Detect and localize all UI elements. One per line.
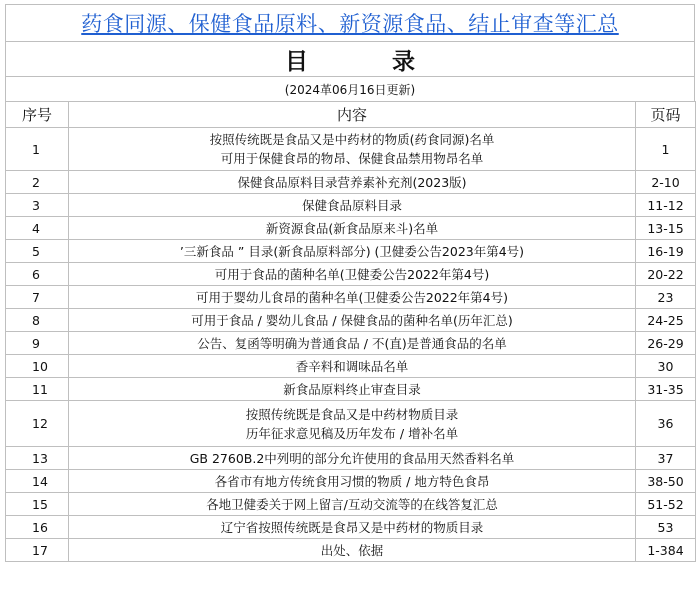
row-page: 16-19 [636,240,696,263]
row-content [69,516,636,539]
row-page: 38-50 [636,470,696,493]
row-page: 51-52 [636,493,696,516]
row-content-line: GB 2760B.2中列明的部分允许使用的食品用天然香料名单 [189,450,515,466]
catalog-table [5,101,696,562]
row-content-line: 香辛料和调味品名单 [295,358,409,374]
row-content [69,378,636,401]
table-row [6,493,696,516]
row-content [69,128,636,171]
table-row [6,263,696,286]
row-content-line: 公告、复函等明确为普通食品 / 不(直)是普通食品的名单 [197,335,507,351]
row-content [69,539,636,562]
document-title[interactable]: 药食同源、保健食品原料、新资源食品、结止审查等汇总 [81,12,619,36]
row-content-line: 各省市有地方传统食用习惯的物质 / 地方特色食昂 [214,473,490,489]
row-page: 53 [636,516,696,539]
row-content-line: ’三新食品 ” 目录(新食品原料部分) (卫健委公告2023年第4号) [179,243,525,259]
update-date: (2024革06月16日更新) [284,82,416,97]
row-number: 9 [6,332,69,355]
row-number: 7 [6,286,69,309]
row-content [69,355,636,378]
row-content-line: 按照传统既是食品又是中药材的物质(药食同源)名单 [209,132,495,147]
row-page: 37 [636,447,696,470]
row-content [69,217,636,240]
row-number: 16 [6,516,69,539]
header-row [6,102,696,128]
row-content-line: 新食品原料终止审查目录 [283,381,421,397]
catalog-heading-row [5,41,695,76]
catalog-sheet [5,4,695,562]
table-row [6,355,696,378]
title-row [5,4,695,41]
table-row [6,171,696,194]
row-content [69,332,636,355]
row-page: 2-10 [636,171,696,194]
row-number: 15 [6,493,69,516]
table-row [6,286,696,309]
header-no: 序号 [6,102,69,128]
row-content [69,401,636,447]
row-number: 3 [6,194,69,217]
row-number: 5 [6,240,69,263]
row-content-line: 可用于保健食昂的物昂、保健食品禁用物昂名单 [220,151,484,166]
row-content [69,263,636,286]
header-content: 内容 [69,102,636,128]
row-page: 36 [636,401,696,447]
table-row [6,194,696,217]
row-content [69,309,636,332]
row-page: 26-29 [636,332,696,355]
table-row [6,447,696,470]
row-number: 11 [6,378,69,401]
row-page: 11-12 [636,194,696,217]
table-row [6,332,696,355]
row-content-line: 出处、依据 [320,542,384,558]
row-content [69,286,636,309]
table-row [6,240,696,263]
row-number: 14 [6,470,69,493]
row-content-line: 按照传统既是食品又是中药材物质目录 [245,406,459,422]
row-content [69,171,636,194]
row-page: 31-35 [636,378,696,401]
table-row [6,309,696,332]
table-row [6,539,696,562]
row-content [69,194,636,217]
row-number: 10 [6,355,69,378]
row-content-line: 新资源食品(新食品原来斗)名单 [265,220,439,236]
catalog-heading: 目 录 [284,48,453,75]
row-content-line: 保健食品原料目录营养素补充剂(2023版) [237,174,467,190]
row-content-line: 保健食品原料目录 [301,197,402,213]
row-content [69,240,636,263]
row-number: 8 [6,309,69,332]
row-number: 17 [6,539,69,562]
row-number: 2 [6,171,69,194]
table-row [6,401,696,447]
table-row [6,378,696,401]
row-page: 1 [636,128,696,171]
table-row [6,217,696,240]
row-number: 1 [6,128,69,171]
row-content-line: 可用于婴幼儿食昂的菌种名单(卫健委公告2022年第4号) [195,289,509,305]
row-page: 30 [636,355,696,378]
table-row [6,470,696,493]
row-number: 12 [6,401,69,447]
row-content-line: 可用于食品的菌种名单(卫健委公告2022年第4号) [214,266,490,282]
header-page: 页码 [636,102,696,128]
row-content-line: 各地卫健委关于网上留言/互动交流等的在线答复汇总 [206,496,498,512]
row-page: 20-22 [636,263,696,286]
row-page: 1-384 [636,539,696,562]
row-content-line: 辽宁省按照传统既是食昂又是中药材的物质目录 [220,519,484,535]
row-content [69,447,636,470]
row-content [69,493,636,516]
row-content [69,470,636,493]
row-page: 13-15 [636,217,696,240]
table-row [6,516,696,539]
row-number: 4 [6,217,69,240]
row-number: 13 [6,447,69,470]
update-date-row [5,76,695,101]
row-content-line: 可用于食品 / 婴幼儿食品 / 保健食品的菌种名单(历年汇总) [191,312,513,328]
row-page: 24-25 [636,309,696,332]
row-page: 23 [636,286,696,309]
table-row [6,128,696,171]
row-content-line: 历年征求意见稿及历年发布 / 增补名单 [245,425,459,441]
row-number: 6 [6,263,69,286]
